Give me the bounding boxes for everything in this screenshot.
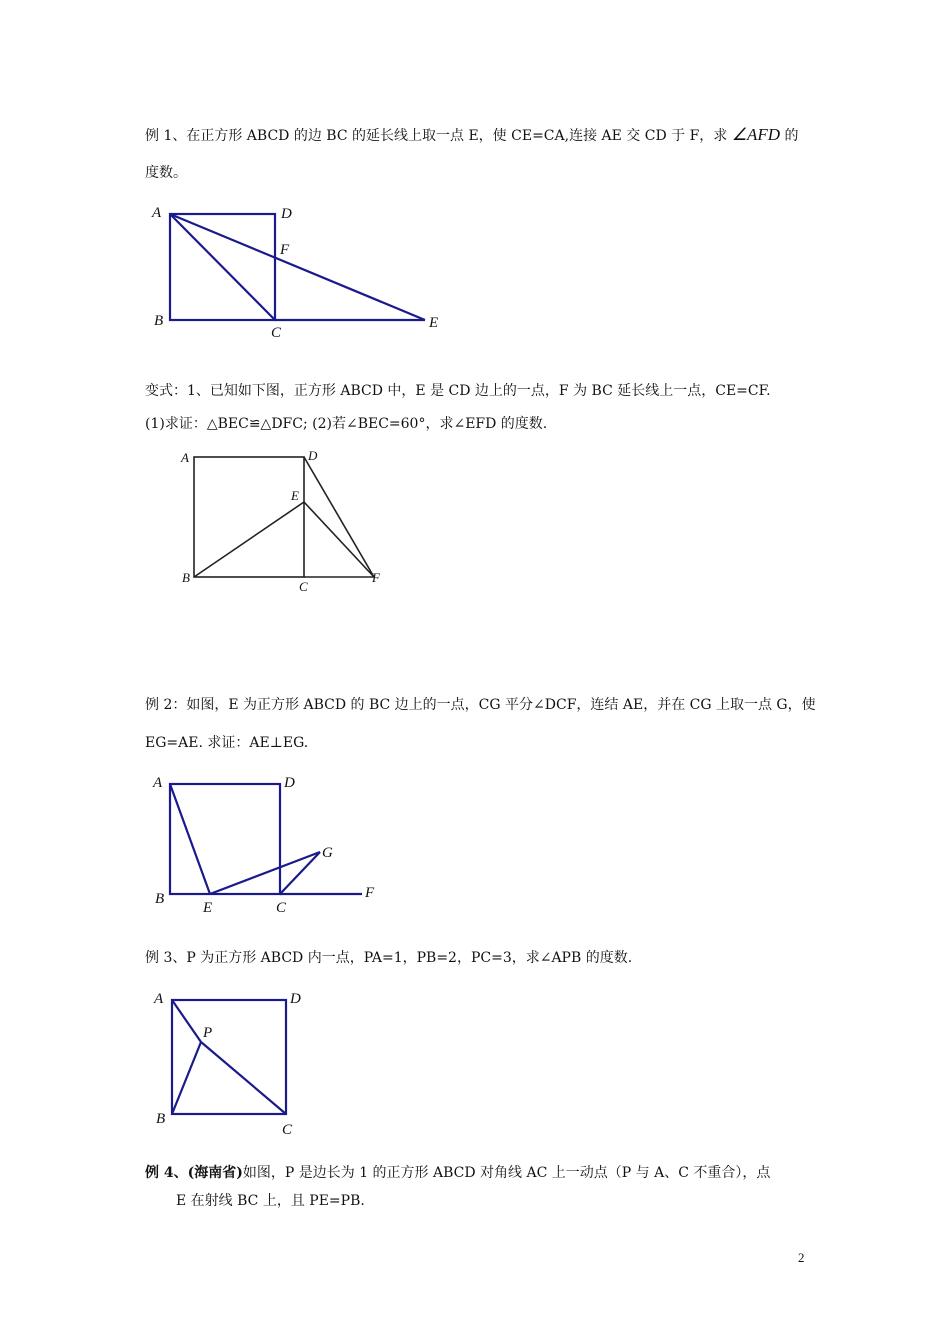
ex2-label-f: F — [365, 885, 375, 901]
variant-label-b: B — [182, 570, 190, 585]
ex3-label-c: C — [282, 1122, 293, 1138]
ex1-label-f: F — [280, 242, 290, 258]
ex1-text-end: 的 — [784, 128, 799, 144]
variant-line-df — [304, 457, 374, 577]
ex2-line1: 例 2：如图，E 为正方形 ABCD 的 BC 边上的一点，CG 平分∠DCF，连结 AE，并在 CG 上取一点 G，使 — [145, 697, 816, 713]
ex2-square — [170, 784, 280, 894]
variant-label-e: E — [291, 488, 299, 503]
ex1-label-c: C — [271, 325, 282, 341]
ex3-figure — [140, 980, 320, 1140]
ex2-label-d: D — [284, 775, 295, 791]
variant-label-d: D — [308, 448, 318, 463]
ex3-line-pb — [172, 1042, 201, 1114]
ex1-label-d: D — [281, 206, 292, 222]
ex4-prefix: 例 4、(海南省) — [145, 1165, 243, 1181]
ex3-label-a: A — [154, 991, 164, 1007]
ex1-line-ae — [170, 214, 425, 320]
ex3-label-b: B — [156, 1111, 166, 1127]
ex3-label-p: P — [203, 1025, 213, 1041]
variant-line-ef — [304, 502, 374, 577]
ex2-line-ae — [170, 784, 210, 894]
ex2-figure — [140, 765, 390, 925]
ex1-label-a: A — [152, 205, 162, 221]
ex3-line1: 例 3、P 为正方形 ABCD 内一点，PA=1，PB=2，PC=3，求∠APB 的度数. — [145, 950, 633, 966]
ex1-figure — [140, 195, 460, 345]
page-number: 2 — [798, 1250, 805, 1265]
ex1-line1 — [145, 125, 799, 146]
ex4-line1 — [145, 1163, 770, 1183]
ex2-line-eg — [210, 852, 320, 894]
ex3-label-d: D — [290, 991, 301, 1007]
ex3-line-pc — [201, 1042, 286, 1114]
ex3-square — [172, 1000, 286, 1114]
ex2-line-cg — [280, 852, 320, 894]
ex2-label-b: B — [155, 891, 165, 907]
variant-label-c: C — [299, 579, 308, 594]
ex2-label-e: E — [203, 900, 213, 916]
ex4-text: 如图，P 是边长为 1 的正方形 ABCD 对角线 AC 上一动点（P 与 A、C 不重合），点 — [242, 1165, 771, 1181]
ex1-label-b: B — [154, 313, 164, 329]
ex1-angle: ∠AFD — [731, 125, 781, 144]
ex2-label-a: A — [153, 775, 163, 791]
variant-square — [194, 457, 304, 577]
ex1-label-e: E — [429, 315, 439, 331]
variant-line-be — [194, 502, 304, 577]
variant-figure — [175, 445, 395, 595]
variant-label-a: A — [181, 450, 189, 465]
variant-line1: 变式：1、已知如下图，正方形 ABCD 中，E 是 CD 边上的一点，F 为 BC 延长线上一点，CE=CF. — [145, 383, 771, 399]
ex2-label-c: C — [276, 900, 287, 916]
ex4-line2: E 在射线 BC 上，且 PE=PB. — [176, 1193, 365, 1209]
ex2-line2: EG=AE. 求证：AE⊥EG. — [145, 735, 309, 751]
variant-label-f: F — [372, 570, 380, 585]
variant-line2: (1)求证：△BEC≌△DFC; (2)若∠BEC=60°，求∠EFD 的度数. — [145, 416, 548, 432]
ex1-diagonal-ac — [170, 214, 275, 320]
ex3-line-pa — [172, 1000, 201, 1042]
ex1-line2: 度数。 — [145, 165, 187, 181]
ex2-label-g: G — [322, 845, 333, 861]
ex1-text: 例 1、在正方形 ABCD 的边 BC 的延长线上取一点 E，使 CE=CA,连接 AE 交 CD 于 F，求 — [145, 128, 728, 144]
